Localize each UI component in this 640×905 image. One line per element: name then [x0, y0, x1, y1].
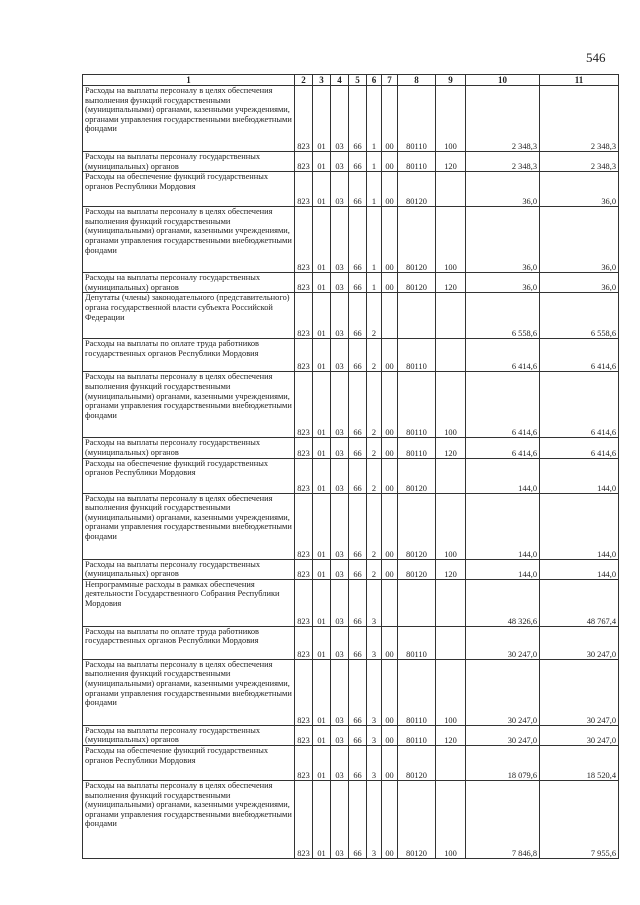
column-header: 7 — [382, 75, 398, 86]
code-cell: 80120 — [398, 458, 436, 493]
code-cell — [398, 579, 436, 626]
code-cell: 1 — [367, 273, 382, 293]
code-cell: 66 — [349, 559, 367, 579]
amount-cell: 18 079,6 — [466, 745, 540, 780]
table-row — [83, 579, 619, 626]
code-cell — [436, 339, 466, 372]
code-cell: 1 — [367, 86, 382, 152]
amount-cell: 36,0 — [540, 273, 619, 293]
page-number: 546 — [586, 50, 606, 65]
row-name-cell: Расходы на выплаты по оплате труда работников государственных органов Республики Мордовия — [83, 626, 295, 659]
code-cell: 01 — [313, 725, 331, 745]
code-cell: 01 — [313, 273, 331, 293]
code-cell: 823 — [295, 579, 313, 626]
amount-cell: 30 247,0 — [466, 725, 540, 745]
code-cell: 100 — [436, 207, 466, 273]
table-row — [83, 86, 619, 152]
column-header: 2 — [295, 75, 313, 86]
code-cell: 01 — [313, 86, 331, 152]
code-cell: 80120 — [398, 207, 436, 273]
amount-cell: 30 247,0 — [540, 725, 619, 745]
code-cell: 823 — [295, 152, 313, 172]
table-row — [83, 458, 619, 493]
code-cell: 01 — [313, 172, 331, 207]
code-cell: 01 — [313, 438, 331, 458]
code-cell: 1 — [367, 152, 382, 172]
code-cell: 80110 — [398, 725, 436, 745]
code-cell: 03 — [331, 172, 349, 207]
amount-cell: 36,0 — [466, 172, 540, 207]
table-row — [83, 293, 619, 339]
table-row — [83, 725, 619, 745]
code-cell: 01 — [313, 745, 331, 780]
row-name-cell: Расходы на обеспечение функций государственных органов Республики Мордовия — [83, 458, 295, 493]
table-row — [83, 152, 619, 172]
amount-cell: 6 414,6 — [540, 372, 619, 438]
code-cell: 2 — [367, 339, 382, 372]
code-cell: 120 — [436, 438, 466, 458]
row-name-cell: Депутаты (члены) законодательного (представительного) органа государственной власти субъекта Российской Федерации — [83, 293, 295, 339]
code-cell: 823 — [295, 293, 313, 339]
code-cell: 2 — [367, 438, 382, 458]
code-cell: 00 — [382, 493, 398, 559]
code-cell: 80110 — [398, 339, 436, 372]
amount-cell: 144,0 — [540, 458, 619, 493]
code-cell: 01 — [313, 293, 331, 339]
amount-cell: 2 348,3 — [540, 152, 619, 172]
code-cell — [382, 293, 398, 339]
code-cell: 120 — [436, 559, 466, 579]
amount-cell: 7 955,6 — [540, 780, 619, 858]
code-cell: 100 — [436, 493, 466, 559]
code-cell: 120 — [436, 152, 466, 172]
amount-cell: 144,0 — [540, 559, 619, 579]
code-cell: 00 — [382, 780, 398, 858]
code-cell: 66 — [349, 207, 367, 273]
code-cell — [436, 172, 466, 207]
code-cell: 80110 — [398, 372, 436, 438]
code-cell: 03 — [331, 152, 349, 172]
code-cell — [436, 293, 466, 339]
table-row — [83, 559, 619, 579]
code-cell: 01 — [313, 659, 331, 725]
table-row — [83, 493, 619, 559]
code-cell: 66 — [349, 725, 367, 745]
code-cell: 80110 — [398, 659, 436, 725]
code-cell: 66 — [349, 745, 367, 780]
amount-cell: 144,0 — [466, 493, 540, 559]
code-cell: 03 — [331, 207, 349, 273]
code-cell: 66 — [349, 659, 367, 725]
amount-cell: 144,0 — [540, 493, 619, 559]
table-row — [83, 626, 619, 659]
code-cell: 80110 — [398, 152, 436, 172]
code-cell: 00 — [382, 339, 398, 372]
column-header: 10 — [466, 75, 540, 86]
code-cell: 80110 — [398, 626, 436, 659]
code-cell — [436, 626, 466, 659]
header-row — [83, 75, 619, 86]
column-header: 9 — [436, 75, 466, 86]
code-cell: 03 — [331, 493, 349, 559]
code-cell: 00 — [382, 172, 398, 207]
amount-cell: 144,0 — [466, 458, 540, 493]
budget-table — [82, 74, 619, 859]
code-cell: 823 — [295, 207, 313, 273]
code-cell: 80110 — [398, 86, 436, 152]
code-cell: 03 — [331, 725, 349, 745]
code-cell: 66 — [349, 458, 367, 493]
row-name-cell: Расходы на обеспечение функций государственных органов Республики Мордовия — [83, 745, 295, 780]
row-name-cell: Расходы на выплаты персоналу государственных (муниципальных) органов — [83, 438, 295, 458]
amount-cell: 36,0 — [466, 273, 540, 293]
amount-cell: 6 558,6 — [540, 293, 619, 339]
code-cell: 00 — [382, 659, 398, 725]
code-cell: 823 — [295, 725, 313, 745]
code-cell: 823 — [295, 659, 313, 725]
code-cell: 00 — [382, 207, 398, 273]
code-cell: 03 — [331, 293, 349, 339]
code-cell: 01 — [313, 458, 331, 493]
amount-cell: 6 558,6 — [466, 293, 540, 339]
code-cell: 03 — [331, 458, 349, 493]
code-cell: 00 — [382, 626, 398, 659]
code-cell: 2 — [367, 372, 382, 438]
code-cell: 00 — [382, 86, 398, 152]
amount-cell: 18 520,4 — [540, 745, 619, 780]
table-row — [83, 659, 619, 725]
row-name-cell: Расходы на обеспечение функций государственных органов Республики Мордовия — [83, 172, 295, 207]
row-name-cell: Расходы на выплаты персоналу в целях обеспечения выполнения функций государственными (муниципальными) органами, казенными учреждениями, органами управления государственными внебюджетными фондами — [83, 207, 295, 273]
code-cell: 01 — [313, 339, 331, 372]
code-cell — [398, 293, 436, 339]
code-cell: 100 — [436, 86, 466, 152]
code-cell: 2 — [367, 293, 382, 339]
code-cell: 3 — [367, 579, 382, 626]
code-cell: 80120 — [398, 172, 436, 207]
code-cell: 01 — [313, 207, 331, 273]
column-header: 4 — [331, 75, 349, 86]
code-cell: 823 — [295, 493, 313, 559]
code-cell: 00 — [382, 372, 398, 438]
code-cell: 80120 — [398, 745, 436, 780]
amount-cell: 6 414,6 — [466, 438, 540, 458]
row-name-cell: Расходы на выплаты персоналу в целях обеспечения выполнения функций государственными (муниципальными) органами, казенными учреждениями, органами управления государственными внебюджетными фондами — [83, 372, 295, 438]
row-name-cell: Расходы на выплаты персоналу государственных (муниципальных) органов — [83, 273, 295, 293]
amount-cell: 30 247,0 — [540, 626, 619, 659]
code-cell: 3 — [367, 725, 382, 745]
column-header: 3 — [313, 75, 331, 86]
code-cell: 00 — [382, 438, 398, 458]
code-cell: 01 — [313, 780, 331, 858]
code-cell: 823 — [295, 372, 313, 438]
code-cell: 823 — [295, 780, 313, 858]
code-cell: 01 — [313, 626, 331, 659]
amount-cell: 36,0 — [466, 207, 540, 273]
code-cell: 1 — [367, 172, 382, 207]
code-cell — [382, 579, 398, 626]
code-cell: 80120 — [398, 273, 436, 293]
row-name-cell: Непрограммные расходы в рамках обеспечения деятельности Государственного Собрания Республики Мордовия — [83, 579, 295, 626]
table-row — [83, 745, 619, 780]
amount-cell: 6 414,6 — [466, 339, 540, 372]
code-cell: 03 — [331, 559, 349, 579]
row-name-cell: Расходы на выплаты персоналу в целях обеспечения выполнения функций государственными (муниципальными) органами, казенными учреждениями, органами управления государственными внебюджетными фондами — [83, 86, 295, 152]
code-cell: 03 — [331, 780, 349, 858]
code-cell: 66 — [349, 273, 367, 293]
table-header — [83, 75, 619, 86]
row-name-cell: Расходы на выплаты персоналу государственных (муниципальных) органов — [83, 725, 295, 745]
code-cell: 3 — [367, 745, 382, 780]
code-cell: 823 — [295, 626, 313, 659]
code-cell: 823 — [295, 273, 313, 293]
code-cell: 823 — [295, 172, 313, 207]
code-cell: 80120 — [398, 780, 436, 858]
code-cell: 1 — [367, 207, 382, 273]
code-cell: 2 — [367, 493, 382, 559]
code-cell: 66 — [349, 438, 367, 458]
code-cell: 03 — [331, 626, 349, 659]
code-cell: 00 — [382, 152, 398, 172]
code-cell: 823 — [295, 438, 313, 458]
code-cell — [436, 745, 466, 780]
amount-cell: 2 348,3 — [466, 86, 540, 152]
code-cell: 03 — [331, 579, 349, 626]
code-cell: 120 — [436, 273, 466, 293]
code-cell — [436, 579, 466, 626]
row-name-cell: Расходы на выплаты по оплате труда работников государственных органов Республики Мордовия — [83, 339, 295, 372]
code-cell: 823 — [295, 86, 313, 152]
code-cell: 80110 — [398, 438, 436, 458]
amount-cell: 144,0 — [466, 559, 540, 579]
code-cell: 823 — [295, 339, 313, 372]
code-cell: 03 — [331, 745, 349, 780]
code-cell: 03 — [331, 372, 349, 438]
table-row — [83, 438, 619, 458]
code-cell: 823 — [295, 559, 313, 579]
code-cell: 03 — [331, 86, 349, 152]
code-cell: 100 — [436, 659, 466, 725]
code-cell: 01 — [313, 152, 331, 172]
amount-cell: 6 414,6 — [540, 339, 619, 372]
code-cell: 66 — [349, 339, 367, 372]
code-cell: 00 — [382, 725, 398, 745]
code-cell: 2 — [367, 458, 382, 493]
code-cell: 03 — [331, 273, 349, 293]
row-name-cell: Расходы на выплаты персоналу в целях обеспечения выполнения функций государственными (муниципальными) органами, казенными учреждениями, органами управления государственными внебюджетными фондами — [83, 780, 295, 858]
code-cell: 100 — [436, 372, 466, 438]
code-cell: 03 — [331, 659, 349, 725]
table-row — [83, 172, 619, 207]
amount-cell: 36,0 — [540, 207, 619, 273]
amount-cell: 6 414,6 — [466, 372, 540, 438]
code-cell: 66 — [349, 293, 367, 339]
amount-cell: 2 348,3 — [540, 86, 619, 152]
code-cell: 66 — [349, 579, 367, 626]
code-cell: 00 — [382, 745, 398, 780]
code-cell: 00 — [382, 559, 398, 579]
code-cell: 80120 — [398, 493, 436, 559]
amount-cell: 30 247,0 — [466, 626, 540, 659]
code-cell: 120 — [436, 725, 466, 745]
table-row — [83, 339, 619, 372]
column-header: 8 — [398, 75, 436, 86]
code-cell: 01 — [313, 559, 331, 579]
code-cell: 01 — [313, 372, 331, 438]
amount-cell: 48 326,6 — [466, 579, 540, 626]
code-cell — [436, 458, 466, 493]
row-name-cell: Расходы на выплаты персоналу в целях обеспечения выполнения функций государственными (муниципальными) органами, казенными учреждениями, органами управления государственными внебюджетными фондами — [83, 659, 295, 725]
code-cell: 00 — [382, 458, 398, 493]
amount-cell: 30 247,0 — [466, 659, 540, 725]
code-cell: 66 — [349, 493, 367, 559]
code-cell: 00 — [382, 273, 398, 293]
amount-cell: 6 414,6 — [540, 438, 619, 458]
code-cell: 66 — [349, 172, 367, 207]
code-cell: 66 — [349, 372, 367, 438]
column-header: 5 — [349, 75, 367, 86]
table-body — [83, 86, 619, 859]
column-header: 6 — [367, 75, 382, 86]
amount-cell: 36,0 — [540, 172, 619, 207]
code-cell: 80120 — [398, 559, 436, 579]
code-cell: 66 — [349, 780, 367, 858]
table-row — [83, 207, 619, 273]
code-cell: 01 — [313, 579, 331, 626]
code-cell: 3 — [367, 626, 382, 659]
table-row — [83, 780, 619, 858]
row-name-cell: Расходы на выплаты персоналу государственных (муниципальных) органов — [83, 152, 295, 172]
code-cell: 03 — [331, 438, 349, 458]
row-name-cell: Расходы на выплаты персоналу в целях обеспечения выполнения функций государственными (муниципальными) органами, казенными учреждениями, органами управления государственными внебюджетными фондами — [83, 493, 295, 559]
code-cell: 3 — [367, 780, 382, 858]
code-cell: 823 — [295, 458, 313, 493]
table-row — [83, 273, 619, 293]
table-row — [83, 372, 619, 438]
code-cell: 66 — [349, 152, 367, 172]
code-cell: 66 — [349, 626, 367, 659]
code-cell: 3 — [367, 659, 382, 725]
code-cell: 03 — [331, 339, 349, 372]
code-cell: 2 — [367, 559, 382, 579]
code-cell: 01 — [313, 493, 331, 559]
column-header: 1 — [83, 75, 295, 86]
code-cell: 66 — [349, 86, 367, 152]
amount-cell: 7 846,8 — [466, 780, 540, 858]
code-cell: 100 — [436, 780, 466, 858]
row-name-cell: Расходы на выплаты персоналу государственных (муниципальных) органов — [83, 559, 295, 579]
amount-cell: 2 348,3 — [466, 152, 540, 172]
column-header: 11 — [540, 75, 619, 86]
amount-cell: 48 767,4 — [540, 579, 619, 626]
amount-cell: 30 247,0 — [540, 659, 619, 725]
code-cell: 823 — [295, 745, 313, 780]
